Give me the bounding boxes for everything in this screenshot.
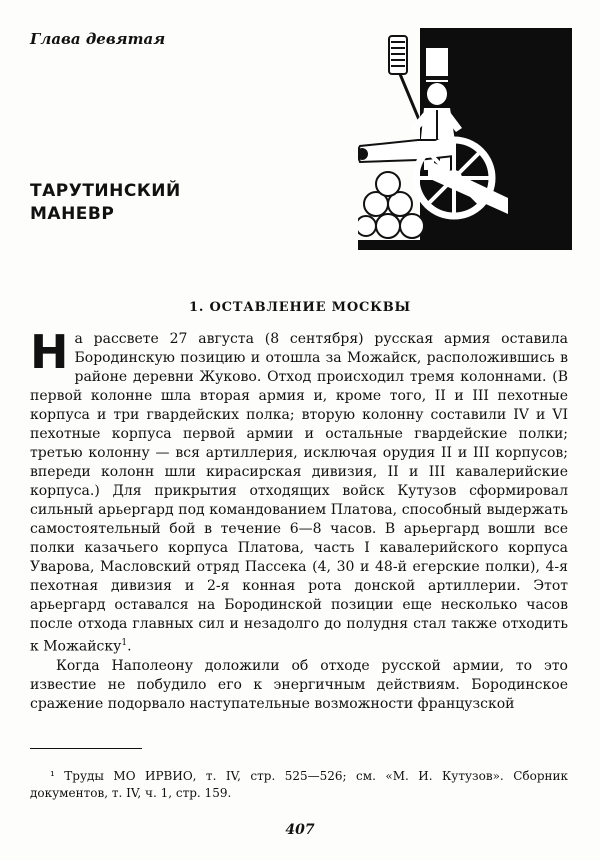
footnote: ¹ Труды МО ИРВИО, т. IV, стр. 525—526; см. «М. И. Кутузов». Сборник документов, т. IV, ч. 1, стр. 159. [30, 769, 568, 800]
chapter-title [30, 180, 181, 226]
paragraph-2: Когда Наполеону доложили об отходе русской армии, то это известие не побудило его к энергичным действиям. Бородинское сражение подорвало наступательные возможности французской [30, 657, 568, 712]
paragraph-1: а рассвете 27 августа (8 сентября) русская армия оставила Бородинскую позицию и отошла за Можайск, расположившись в районе деревни Жуково. Отход происходил тремя колоннами. (В первой колонне шла вторая армия и, кроме того, II и III пехотные корпуса и три гвардейских полка; вторую колонну составили IV и VI пехотные корпуса первой армии и остальные гвардейские полки; третью колонну — вся артиллерия, исключая орудия II и III корпусов; впереди колонн шли кирасирская дивизия, II и III кавалерийские корпуса.) Для прикрытия отходящих войск Кутузов сформировал сильный арьергард под командованием Платова, способный выдержать самостоятельный бой в течение 6—8 часов. В арьергард вошли все полки казачьего корпуса Платова, часть I кавалерийского корпуса Уварова, Масловский отряд Пассека (4, 30 и 48-й егерские полки), 4-я пехотная дивизия и 2-я конная рота донской артиллерии. Этот арьергард оставался на Бородинской позиции еще несколько часов после отхода главных сил и незадолго до полудня стал также отходить к Можайску [30, 331, 568, 655]
drop-cap: Н [30, 325, 69, 379]
chapter-label: Глава девятая [30, 30, 166, 48]
footnote-reference: 1 [121, 638, 128, 648]
page-number: 407 [285, 822, 315, 838]
section-heading: 1. ОСТАВЛЕНИЕ МОСКВЫ [189, 300, 411, 315]
footnote-divider [30, 748, 142, 749]
soldier-with-cannon-icon [358, 28, 572, 250]
chapter-title-line-2: МАНЕВР [30, 204, 115, 224]
chapter-title-line-1: ТАРУТИНСКИЙ [30, 181, 181, 201]
body-text: На рассвете 27 августа (8 сентября) русская армия оставила Бородинскую позицию и отошла за Можайск, расположившись в районе деревни Жуково. Отход происходил тремя колоннами. (В первой колонне шла вторая армия и, кроме того, II и III пехотные корпуса и три гвардейских полка; вторую колонну составили IV и VI пехотные корпуса первой армии и остальные гвардейские полки; третью колонну — вся артиллерия, исключая орудия II и III корпусов; впереди колонн шли кирасирская дивизия, II и III кавалерийские корпуса.) Для прикрытия отходящих войск Кутузов сформировал сильный арьергард под командованием Платова, способный выдержать самостоятельный бой в течение 6—8 часов. В арьергард вошли все полки казачьего корпуса Платова, часть I кавалерийского корпуса Уварова, Масловский отряд Пассека (4, 30 и 48-й егерские полки), 4-я пехотная дивизия и 2-я конная рота донской артиллерии. Этот арьергард оставался на Бородинской позиции еще несколько часов после отхода главных сил и незадолго до полудня стал также отходить к Можайску$^1$. Когда Наполеону доложили об отходе русской армии, то это известие не побудило его к энергичным действиям. Бородинское сражение подорвало наступательные возможности французской [30, 325, 568, 712]
